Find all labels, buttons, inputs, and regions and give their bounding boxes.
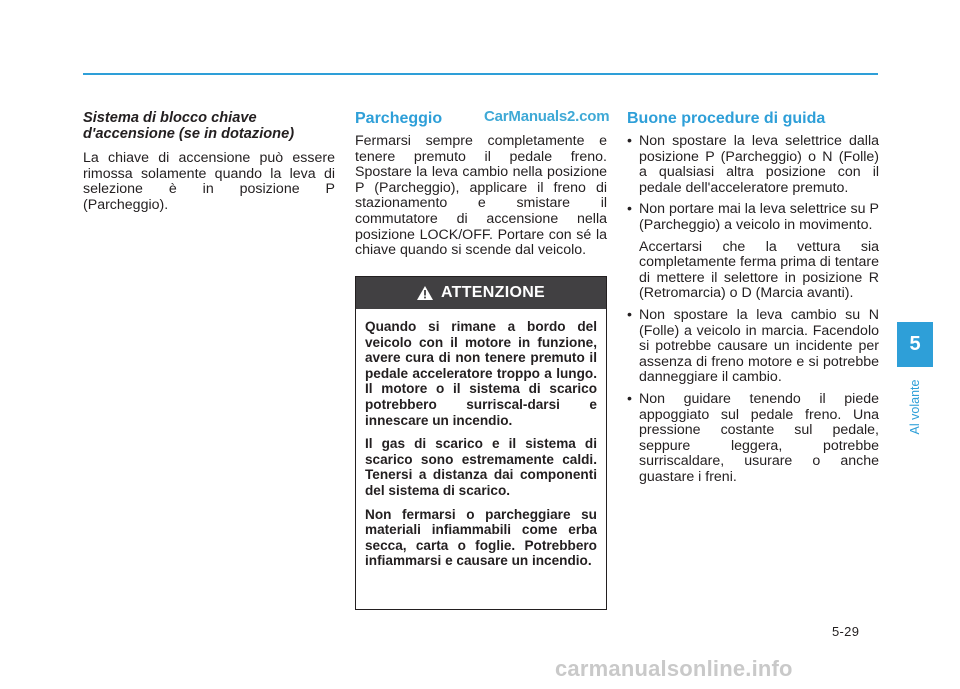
list-item: • Non portare mai la leva selettrice su P (Parcheggio) a veicolo in movimento. Accertarsi che la vettura sia completamente ferma prima di tentare di mettere il selettore in posizione R (Retromarcia) o D (Marcia avanti).	[627, 201, 879, 302]
section-paragraph: La chiave di accensione può essere rimossa solamente quando la leva di selezione è in posizione P (Parcheggio).	[83, 150, 335, 213]
bullet-icon: •	[627, 201, 632, 218]
warning-title: ATTENZIONE	[440, 284, 546, 301]
section-subheading: Sistema di blocco chiave d'accensione (se in dotazione)	[83, 110, 295, 142]
list-item: • Non spostare la leva selettrice dalla posizione P (Parcheggio) o N (Folle) a qualsiasi altra posizione con il pedale dell'acceleratore premuto.	[627, 133, 879, 196]
list-item-continuation: Accertarsi che la vettura sia completamente ferma prima di tentare di mettere il selettore in posizione R (Retromarcia) o D (Marcia avanti).	[639, 238, 879, 302]
bullet-list	[627, 134, 879, 485]
warning-box	[355, 276, 607, 610]
warning-paragraph: Il gas di scarico e il sistema di scarico sono estremamente caldi. Tenersi a distanza dai componenti del sistema di scarico.	[365, 436, 597, 498]
watermark: CarManuals2.com	[484, 108, 610, 125]
warning-paragraph: Quando si rimane a bordo del veicolo con il motore in funzione, avere cura di non tenere premuto il pedale acceleratore troppo a lungo. Il motore o il sistema di scarico potrebbero surriscal-darsi e innescare un incendio.	[365, 319, 597, 428]
top-rule	[83, 73, 878, 75]
section-paragraph: Fermarsi sempre completamente e tenere premuto il pedale freno. Spostare la leva cambio nella posizione P (Parcheggio), applicare il freno di stazionamento e smistare il commutatore di accensione nella posizione LOCK/OFF. Portare con sé la chiave quando si scende dal veicolo.	[355, 133, 607, 259]
bullet-icon: •	[627, 306, 632, 323]
section-heading-buone-procedure: Buone procedure di guida	[627, 110, 826, 127]
column-right	[627, 110, 879, 491]
warning-body	[365, 319, 597, 577]
column-middle	[355, 108, 610, 259]
page-number: 5-29	[832, 624, 860, 639]
list-item: • Non guidare tenendo il piede appoggiato sul pedale freno. Una pressione costante sul pedale, seppure leggera, potrebbe surriscaldare, usurare o anche guastare i freni.	[627, 390, 879, 485]
warning-triangle-icon	[417, 286, 433, 300]
column-left	[83, 110, 335, 213]
warning-paragraph: Non fermarsi o parcheggiare su materiali infiammabili come erba secca, carta o foglie. Potrebbero infiammarsi e causare un incendio.	[365, 506, 597, 569]
list-item: • Non spostare la leva cambio su N (Folle) a veicolo in marcia. Facendolo si potrebbe causare un incidente per assenza di freno motore e si potrebbe danneggiare il cambio.	[627, 306, 879, 386]
chapter-label: Al volante	[908, 379, 922, 435]
section-heading-parcheggio: Parcheggio	[355, 110, 443, 127]
bullet-icon: •	[627, 133, 632, 149]
footer-watermark: carmanualsonline.info	[555, 656, 793, 681]
bullet-icon: •	[627, 390, 632, 407]
warning-header	[356, 277, 606, 309]
chapter-tab: 5	[897, 322, 933, 367]
